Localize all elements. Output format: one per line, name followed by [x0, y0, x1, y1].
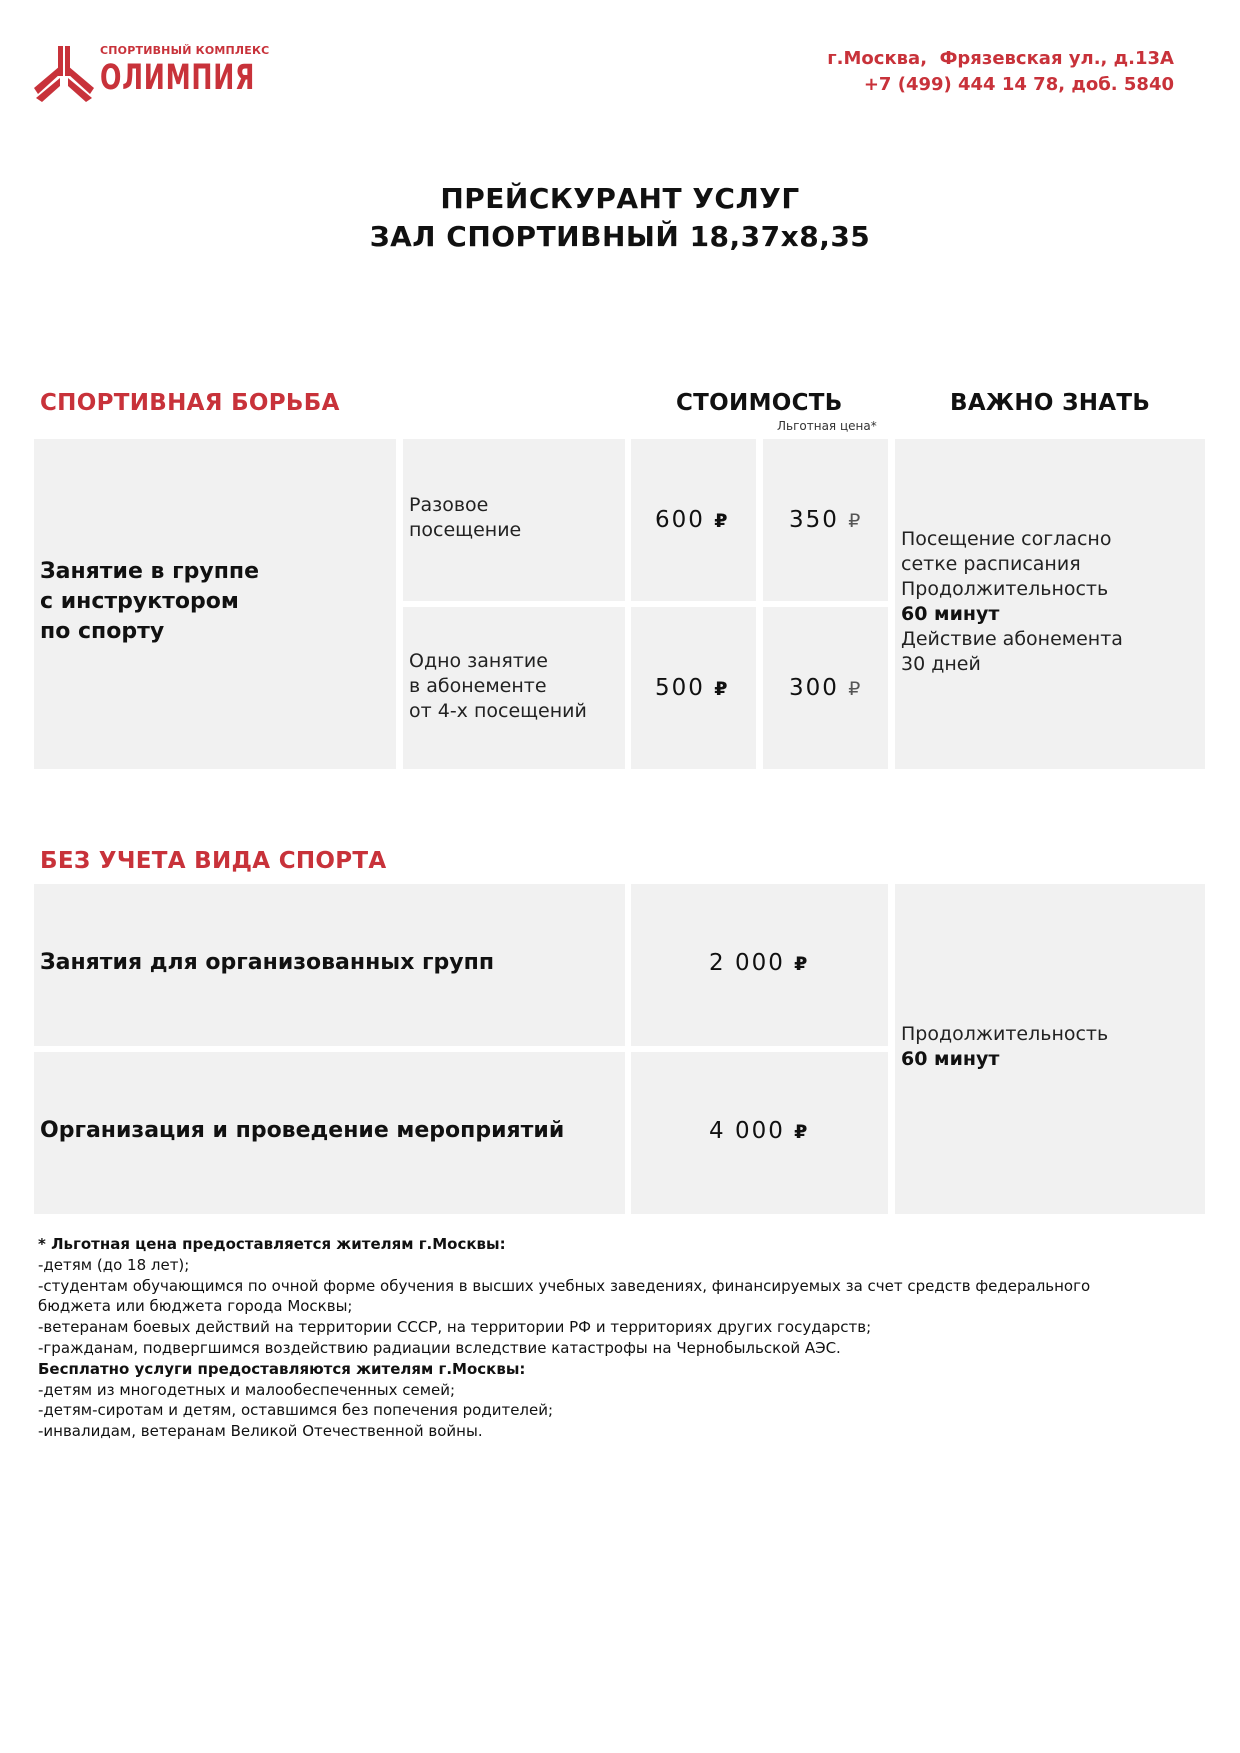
footnote-item: -детям из многодетных и малообеспеченных семей;: [38, 1380, 456, 1399]
price-cell: [631, 884, 888, 1046]
visit-type-single: Разовое посещение: [409, 494, 522, 541]
footnote-heading: * Льготная цена предоставляется жителям г.Москвы:: [38, 1235, 506, 1253]
service-name: Занятие в группе с инструктором по спорту: [40, 559, 260, 644]
address: г.Москва, Фрязевская ул., д.13А: [827, 48, 1174, 69]
discount-price-cell: [763, 607, 888, 769]
section-label-any-sport: БЕЗ УЧЕТА ВИДА СПОРТА: [40, 848, 387, 874]
phone[interactable]: +7 (499) 444 14 78, доб. 5840: [863, 74, 1174, 95]
discount-price-note: Льготная цена*: [777, 419, 877, 433]
section-label-wrestling: СПОРТИВНАЯ БОРЬБА: [40, 390, 340, 416]
logo-subtitle: СПОРТИВНЫЙ КОМПЛЕКС: [100, 44, 270, 57]
price-single: 600 ₽: [655, 507, 728, 533]
page-title-line1: ПРЕЙСКУРАНТ УСЛУГ: [440, 182, 800, 215]
visit-type-cell: [403, 607, 625, 769]
footnote-item: бюджета или бюджета города Москвы;: [38, 1297, 353, 1316]
service-events: Организация и проведение мероприятий: [40, 1118, 565, 1143]
page-title-line2: ЗАЛ СПОРТИВНЫЙ 18,37х8,35: [369, 220, 871, 253]
discount-price-cell: [763, 439, 888, 601]
price-cell: [631, 1052, 888, 1214]
footnote-item: -студентам обучающимся по очной форме обучения в высших учебных заведениях, финансируемых за счет средств федерального: [38, 1276, 1091, 1295]
footnote-item: -ветеранам боевых действий на территории СССР, на территории РФ и территориях других государств;: [38, 1318, 872, 1337]
footnote: [38, 1234, 1208, 1442]
important-info-cell: [895, 884, 1205, 1214]
visit-type-subscription: Одно занятие в абонементе от 4-х посещений: [409, 650, 587, 722]
service-cell: [34, 439, 396, 769]
important-header: ВАЖНО ЗНАТЬ: [950, 390, 1151, 416]
footnote-item: -детям-сиротам и детям, оставшимся без попечения родителей;: [38, 1401, 554, 1420]
cost-header: СТОИМОСТЬ: [676, 390, 843, 416]
contacts: [827, 46, 1174, 98]
service-organized-groups: Занятия для организованных групп: [40, 950, 495, 975]
important-info-cell: [895, 439, 1205, 769]
price-cell: [631, 607, 756, 769]
price-events: 4 000 ₽: [709, 1118, 808, 1144]
footnote-item: -инвалидам, ветеранам Великой Отечественной войны.: [38, 1422, 483, 1441]
price-subscription: 500 ₽: [655, 675, 728, 701]
footnote-heading: Бесплатно услуги предоставляются жителям г.Москвы:: [38, 1359, 526, 1378]
duration: 60 минут: [901, 603, 1000, 625]
discount-price-single: 350 ₽: [789, 507, 861, 533]
price-cell: [631, 439, 756, 601]
discount-price-subscription: 300 ₽: [789, 675, 861, 701]
important-info: Посещение согласно сетке расписания Продолжительность 60 минут Действие абонемента 30 дней: [901, 528, 1123, 675]
footnote-item: -детям (до 18 лет);: [38, 1255, 190, 1274]
duration: 60 минут: [901, 1048, 1000, 1070]
logo-name: ОЛИМПИЯ: [100, 58, 256, 98]
price-organized-groups: 2 000 ₽: [709, 950, 808, 976]
service-cell: [34, 1052, 625, 1214]
footnote-item: -гражданам, подвергшимся воздействию радиации вследствие катастрофы на Чернобыльской АЭС.: [38, 1338, 841, 1357]
important-info: Продолжительность 60 минут: [901, 1023, 1109, 1070]
visit-type-cell: [403, 439, 625, 601]
service-cell: [34, 884, 625, 1046]
